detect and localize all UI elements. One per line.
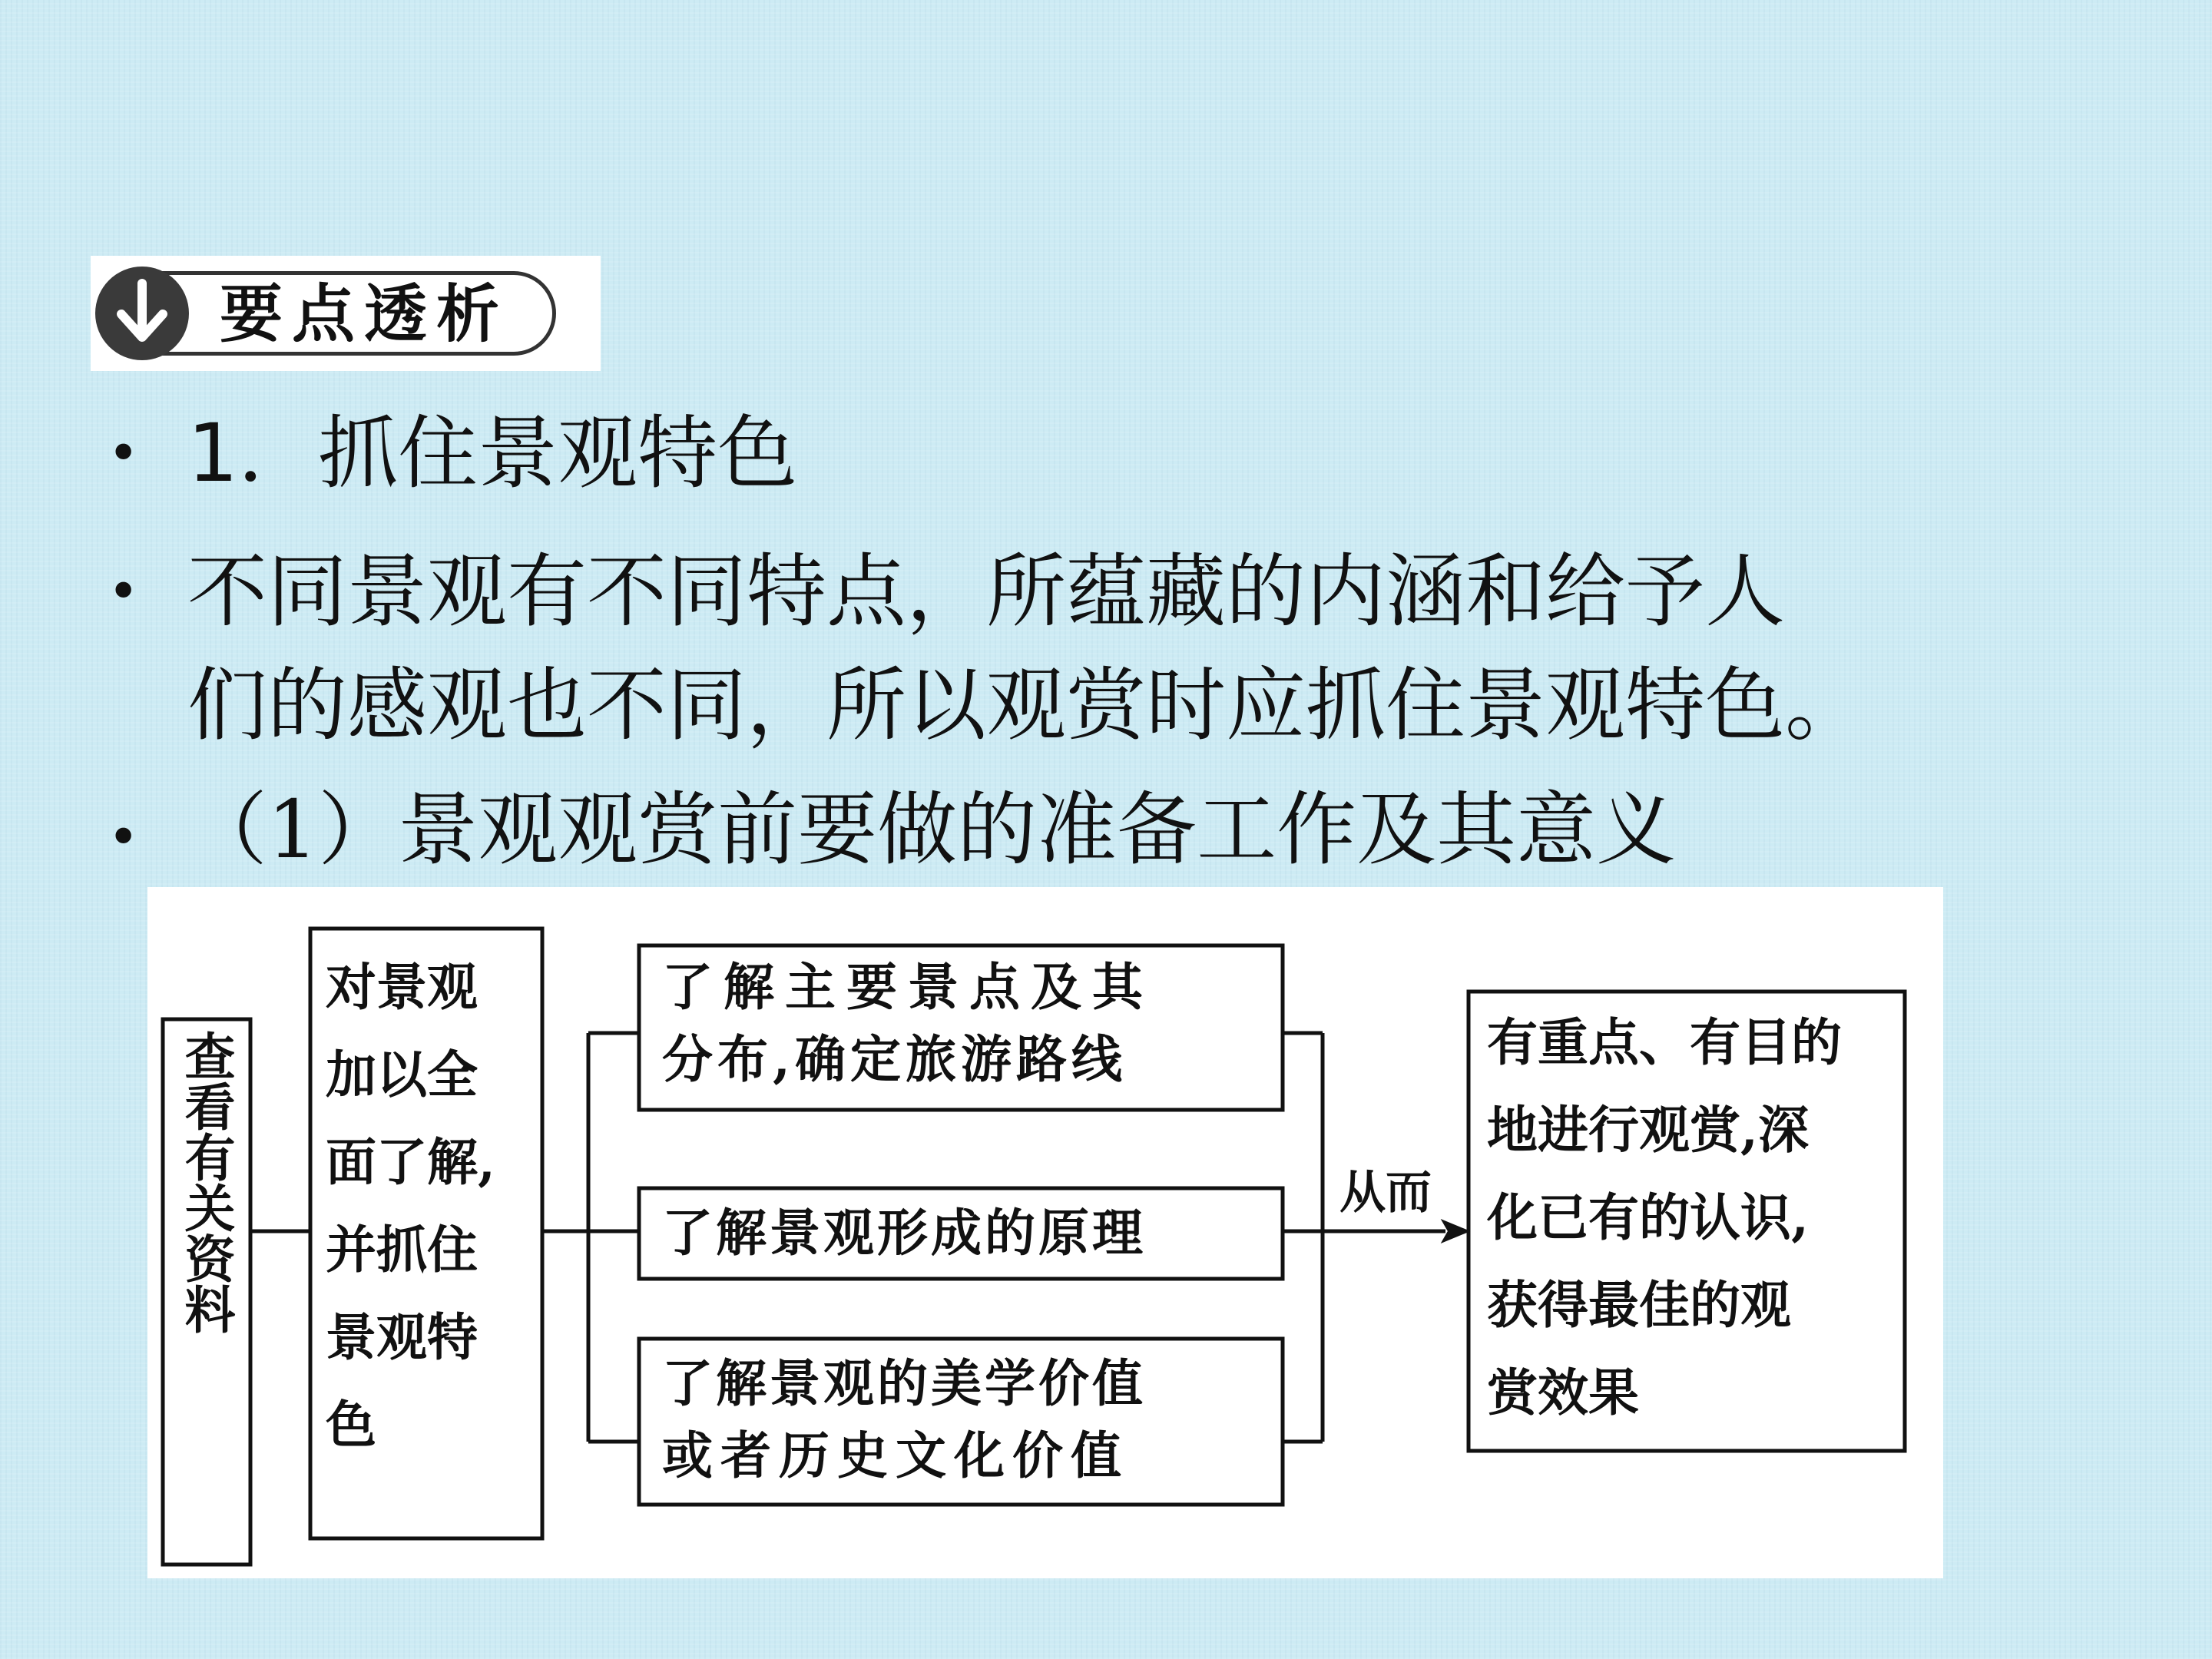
step1-text: 查看有关资料 [176, 1030, 236, 1334]
result-line: 地进行观赏,深 [1487, 1100, 1809, 1160]
point-heading: 1．抓住景观特色 [187, 406, 798, 500]
section-badge [91, 256, 601, 371]
branch1-line: 分布,确定旅游路线 [662, 1029, 1127, 1089]
bullet-dot: • [108, 422, 140, 485]
branch3-line: 了解景观的美学价值 [662, 1353, 1146, 1413]
sub-heading: （1）景观观赏前要做的准备工作及其意义 [187, 783, 1677, 876]
connector-label: 从而 [1339, 1166, 1432, 1220]
branch1-line: 了解主要景点及其 [662, 957, 1154, 1017]
result-line: 赏效果 [1487, 1363, 1639, 1422]
badge-label: 要点透析 [220, 278, 509, 351]
paragraph-line: 不同景观有不同特点，所蕴藏的内涵和给予人 [187, 545, 1786, 638]
step2-line: 色 [326, 1395, 376, 1455]
paragraph-line: 们的感观也不同，所以观赏时应抓住景观特色。 [187, 658, 1866, 752]
flow-diagram [147, 887, 1943, 1578]
bullet-dot: • [108, 560, 140, 623]
result-line: 有重点、有目的 [1487, 1012, 1842, 1072]
bullet-dot: • [108, 806, 140, 869]
step2-line: 景观特 [326, 1307, 478, 1367]
step2-line: 加以全 [326, 1045, 478, 1104]
step2-line: 并抓住 [326, 1220, 478, 1280]
branch3-line: 或者历史文化价值 [662, 1426, 1129, 1485]
branch2-line: 了解景观形成的原理 [662, 1203, 1146, 1263]
result-line: 化已有的认识, [1487, 1187, 1809, 1247]
step2-line: 对景观 [326, 957, 478, 1017]
down-arrow-icon [95, 267, 189, 360]
result-line: 获得最佳的观 [1487, 1275, 1791, 1335]
step2-line: 面了解, [326, 1132, 495, 1192]
